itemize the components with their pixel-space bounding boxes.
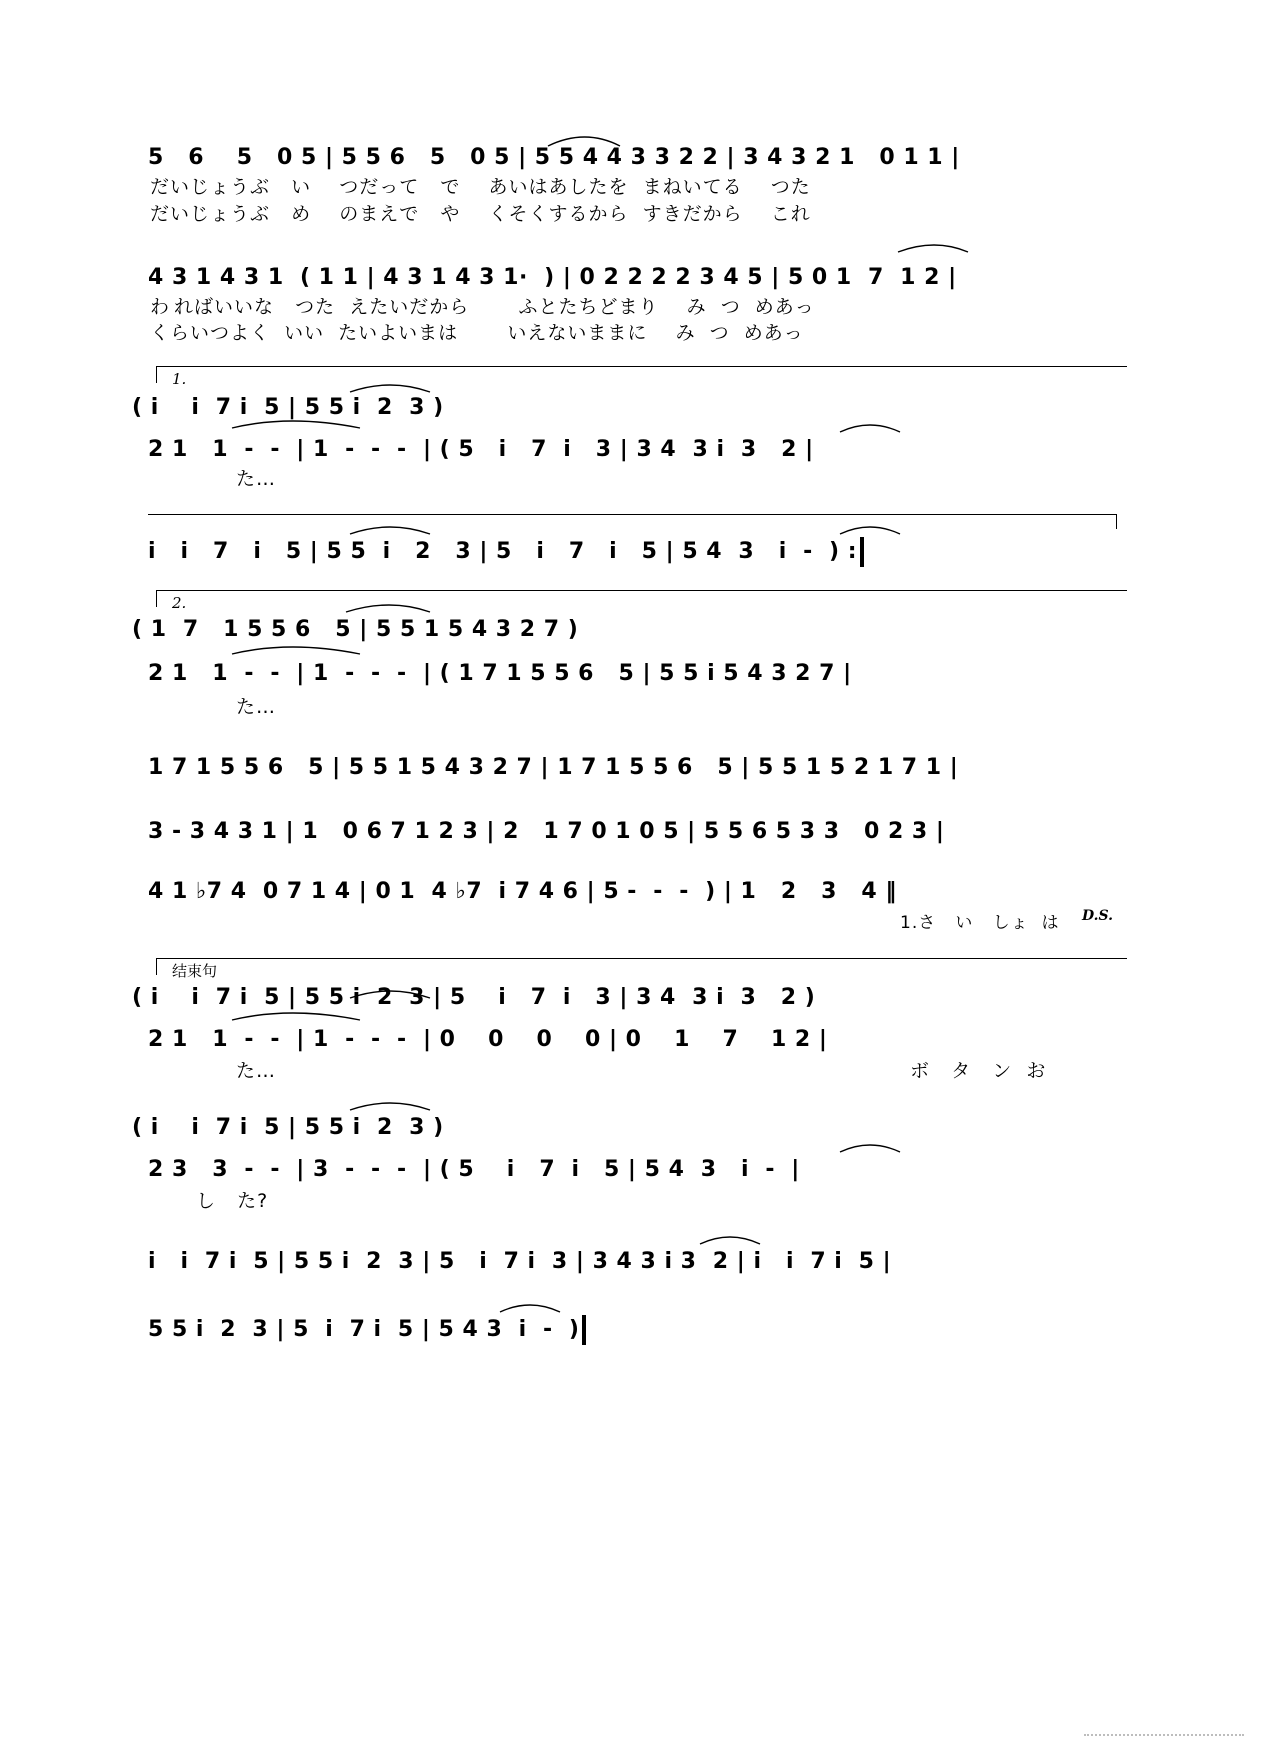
- ending-bracket: [156, 958, 1127, 975]
- lyric-line-1b: だいじょうぶ め のまえで や くそくするから すきだから これ: [150, 203, 811, 225]
- lyric-line-2a-prefix: わ: [150, 296, 171, 318]
- volta-label-2: 2.: [172, 594, 187, 612]
- melody-line-10-upper: ( i i 7 i 5 | 5 5 i 2 3 ): [132, 1115, 444, 1140]
- lyric-line-1a: だいじょうぶ い つだって で あいはあしたを まねいてる つた: [150, 176, 811, 198]
- volta-bracket-1: [156, 366, 1127, 383]
- melody-line-3-lower: 2 1 1 - - | 1 - - - | ( 5 i 7 i 3 | 3 4 3 i 3 2 |: [148, 437, 814, 462]
- melody-line-1: 5 6 5 0 5 | 5 5 6 5 0 5 | 5 5 4 4 3 3 2 2 | 3 4 3 2 1 0 1 1 |: [148, 145, 960, 170]
- melody-line-5-upper: ( 1 7 1 5 5 6 5 | 5 5 1 5 4 3 2 7 ): [132, 617, 579, 642]
- lyric-line-2b: くらいつよく いい たいよいまは いえないままに み つ めあっ: [150, 322, 804, 344]
- melody-line-6: 1 7 1 5 5 6 5 | 5 5 1 5 4 3 2 7 | 1 7 1 5 5 6 5 | 5 5 1 5 2 1 7 1 |: [148, 755, 959, 780]
- melody-line-11: i i 7 i 5 | 5 5 i 2 3 | 5 i 7 i 3 | 3 4 3 i 3 2 | i i 7 i 5 |: [148, 1249, 892, 1274]
- slur-13: [840, 1145, 900, 1152]
- melody-line-3-upper: ( i i 7 i 5 | 5 5 i 2 3 ): [132, 395, 444, 420]
- repeat-end-barline: [860, 537, 864, 567]
- melody-line-4: [148, 534, 1128, 570]
- volta-bracket-2: [156, 590, 1127, 607]
- melody-line-8: 4 1 ♭7 4 0 7 1 4 | 0 1 4 ♭7 i 7 4 6 | 5 - - - ) | 1 2 3 4 ‖: [148, 879, 897, 904]
- watermark-line: [1084, 1730, 1244, 1736]
- melody-line-9-upper: ( i i 7 i 5 | 5 5 i 2 3 | 5 i 7 i 3 | 3 4 3 i 3 2 ): [132, 985, 816, 1010]
- melody-line-9-lower: 2 1 1 - - | 1 - - - | 0 0 0 0 | 0 1 7 1 2 |: [148, 1027, 828, 1052]
- melody-line-7: 3 - 3 4 3 1 | 1 0 6 7 1 2 3 | 2 1 7 0 1 0 5 | 5 5 6 5 3 3 0 2 3 |: [148, 819, 945, 844]
- melody-line-12: [148, 1312, 1128, 1348]
- dal-segno-mark: D.S.: [1082, 908, 1114, 924]
- ending-label: 结束句: [172, 962, 218, 980]
- slur-14: [700, 1237, 760, 1244]
- lyric-line-10: し た?: [196, 1190, 269, 1212]
- melody-line-12-text: 5 5 i 2 3 | 5 i 7 i 5 | 5 4 3 i - ): [148, 1317, 580, 1342]
- final-barline: [582, 1315, 586, 1345]
- slur-5: [840, 425, 900, 432]
- lyric-line-2a: ればいいな つた えたいだから ふとたちどまり み つ めあっ: [174, 296, 815, 318]
- lyric-line-9a: た…: [236, 1060, 277, 1082]
- slur-2: [898, 245, 968, 252]
- slur-15: [500, 1305, 560, 1312]
- melody-line-10-lower: 2 3 3 - - | 3 - - - | ( 5 i 7 i 5 | 5 4 3 i - |: [148, 1157, 800, 1182]
- slur-9: [232, 647, 360, 654]
- volta-label-1: 1.: [172, 370, 187, 388]
- melody-line-2: 4 3 1 4 3 1 ( 1 1 | 4 3 1 4 3 1· ) | 0 2 2 2 2 3 4 5 | 5 0 1 7 1 2 |: [148, 265, 957, 290]
- lyric-line-3: た…: [236, 468, 277, 490]
- volta-bracket-1-continuation: [148, 514, 1117, 529]
- lyric-line-9b: ボ タ ン お: [910, 1060, 1047, 1082]
- slur-12: [350, 1103, 430, 1110]
- lyric-line-5: た…: [236, 696, 277, 718]
- melody-line-5-lower: 2 1 1 - - | 1 - - - | ( 1 7 1 5 5 6 5 | 5 5 i 5 4 3 2 7 |: [148, 661, 852, 686]
- melody-line-4-text: i i 7 i 5 | 5 5 i 2 3 | 5 i 7 i 5 | 5 4 3 i - ) :: [148, 539, 858, 564]
- lyric-line-8: 1.さ い しょ は: [900, 913, 1060, 933]
